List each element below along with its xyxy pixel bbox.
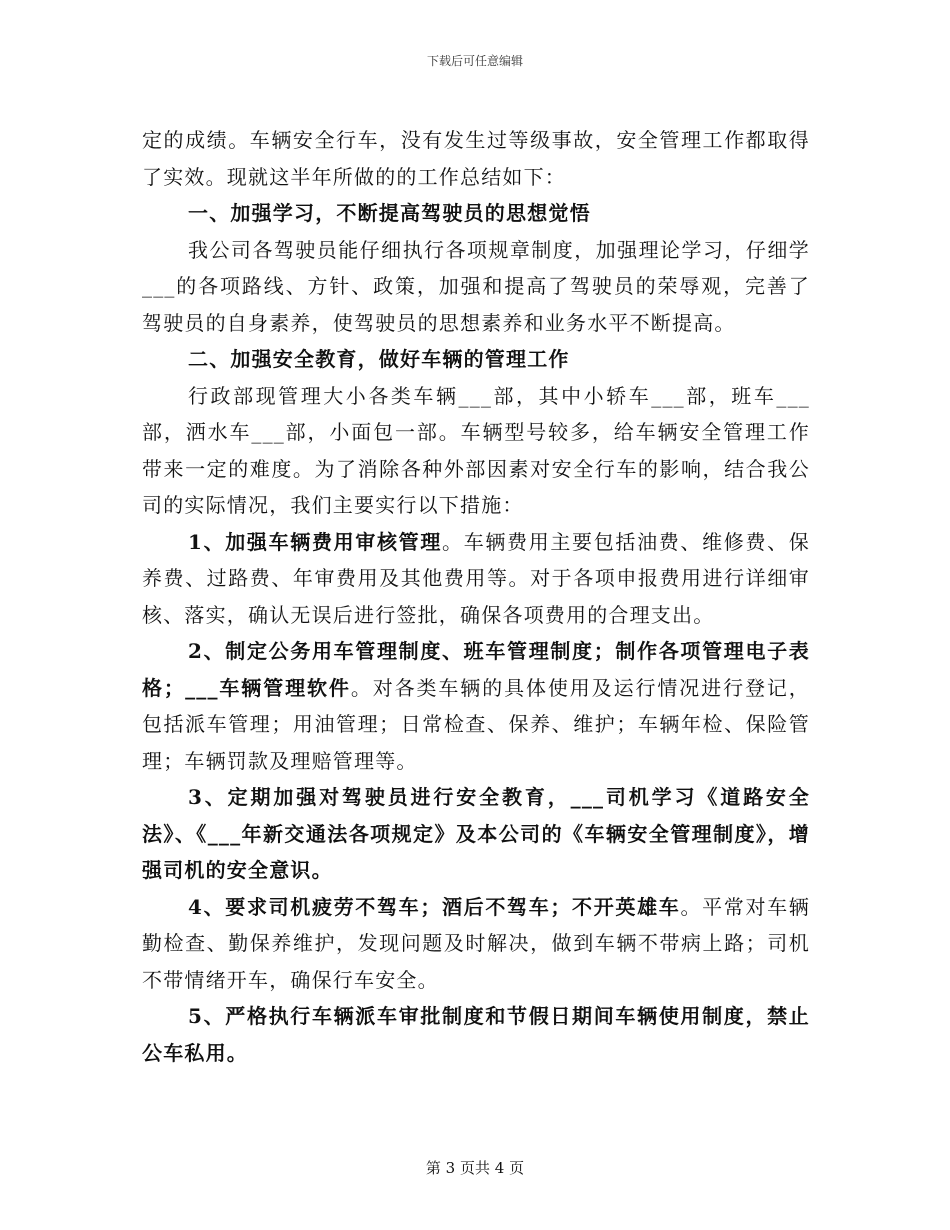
measure-item-2 — [142, 633, 810, 779]
measure-item-4 — [142, 889, 810, 999]
measure-item-2-text: 。对各类车辆的具体使用及运行情况进行登记，包括派车管理；用油管理；日常检查、保养、维护；车辆年检、保险管理；车辆罚款及理赔管理等。 — [142, 675, 811, 773]
page-header: 下载后可任意编辑 — [426, 54, 523, 68]
measure-item-2-title: 2、制定公务用车管理制度、班车管理制度；制作各项管理电子表格；___车辆管理软件 — [142, 639, 810, 700]
section-heading-2: 二、加强安全教育，做好车辆的管理工作 — [188, 347, 570, 371]
measure-item-3 — [142, 779, 810, 889]
measure-item-1-title: 1、加强车辆费用审核管理 — [188, 529, 443, 554]
section-heading-1: 一、加强学习，不断提高驾驶员的思想觉悟 — [188, 201, 591, 225]
paragraph-vehicles: 行政部现管理大小各类车辆___部，其中小轿车___部，班车___部，洒水车___部，小面包一部。车辆型号较多，给车辆安全管理工作带来一定的难度。为了消除各种外部因素对安全行车的影响，结合我公司的实际情况，我们主要实行以下措施： — [142, 383, 810, 517]
page-footer: 第 3 页共 4 页 — [425, 1159, 525, 1177]
measure-item-1-text: 。车辆费用主要包括油费、维修费、保养费、过路费、年审费用及其他费用等。对于各项申报费用进行详细审核、落实，确认无误后进行签批，确保各项费用的合理支出。 — [142, 529, 810, 627]
measure-item-5 — [142, 998, 810, 1071]
measure-item-1 — [142, 524, 810, 634]
measure-item-5-title: 5、严格执行车辆派车审批制度和节假日期间车辆使用制度，禁止公车私用。 — [142, 1004, 810, 1065]
measure-item-4-title: 4、要求司机疲劳不驾车；酒后不驾车；不开英雄车 — [188, 894, 681, 919]
document-body — [142, 122, 810, 1071]
measure-item-3-title: 3、定期加强对驾驶员进行安全教育，___司机学习《道路安全法》、《___年新交通法各项规定》及本公司的《车辆安全管理制度》，增强司机的安全意识。 — [142, 785, 810, 882]
paragraph-intro: 定的成绩。车辆安全行车，没有发生过等级事故，安全管理工作都取得了实效。现就这半年所做的的工作总结如下： — [142, 128, 810, 189]
measure-item-4-text: 。平常对车辆勤检查、勤保养维护，发现问题及时解决，做到车辆不带病上路；司机不带情绪开车，确保行车安全。 — [142, 894, 811, 992]
paragraph-study: 我公司各驾驶员能仔细执行各项规章制度，加强理论学习，仔细学___的各项路线、方针、政策，加强和提高了驾驶员的荣辱观，完善了驾驶员的自身素养，使驾驶员的思想素养和业务水平不断提高。 — [142, 237, 810, 335]
